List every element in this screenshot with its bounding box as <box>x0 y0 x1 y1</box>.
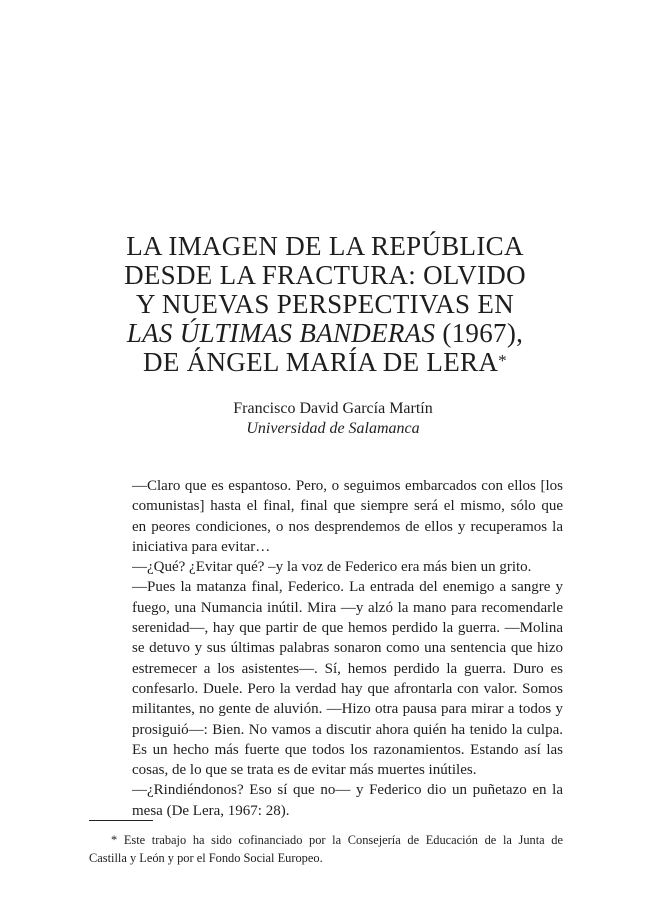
epigraph-line: —¿Qué? ¿Evitar qué? –y la voz de Federico era más bien un grito. <box>132 559 532 576</box>
title-line <box>60 348 590 377</box>
footnote-line: * Este trabajo ha sido cofinanciado por la Consejería de Educación de la Junta de <box>111 833 563 847</box>
epigraph-line: estremecer a los asistentes—. Sí, hemos perdido la guerra. Duro es <box>132 660 563 677</box>
epigraph-line: cosas, de lo que se trata es de evitar más muertes inútiles. <box>132 762 477 779</box>
epigraph-line: en peores condiciones, o nos desprendemos de ellos y recuperamos la <box>132 518 563 535</box>
author-name: Francisco David García Martín <box>233 400 433 417</box>
author-affiliation: Universidad de Salamanca <box>246 420 420 437</box>
epigraph-quote <box>132 476 563 821</box>
title-line: Y NUEVAS PERSPECTIVAS EN <box>135 289 515 319</box>
footnote-marker: * <box>498 351 507 370</box>
epigraph-line: serenidad—, hay que partir de que hemos perdido la guerra. —Molina <box>132 620 563 637</box>
epigraph-line: prosiguió—: Bien. No vamos a discutir ahora quién ha tenido la culpa. <box>132 721 563 738</box>
epigraph-line: —Claro que es espantoso. Pero, o seguimos embarcados con ellos [los <box>132 478 563 494</box>
footnote-separator <box>89 820 153 821</box>
title-line <box>60 319 590 348</box>
epigraph-line: —Pues la matanza final, Federico. La entrada del enemigo a sangre y <box>132 579 563 596</box>
epigraph-line: mesa (De Lera, 1967: 28). <box>132 802 290 819</box>
epigraph-line: militantes, no gente de aluvión. —Hizo otra pausa para mirar a todos y <box>132 701 563 718</box>
title-book-name: LAS ÚLTIMAS BANDERAS <box>126 318 436 348</box>
title-line: LA IMAGEN DE LA REPÚBLICA <box>126 231 524 261</box>
title-line: DESDE LA FRACTURA: OLVIDO <box>124 260 526 290</box>
article-title <box>60 232 590 377</box>
epigraph-line: Es un hecho más fuerte que todos los razonamientos. Estando así las <box>132 741 563 758</box>
epigraph-line: fuego, una Numancia inútil. Mira —y alzó la mano para recomendarle <box>132 599 563 616</box>
epigraph-line: iniciativa para evitar… <box>132 538 271 555</box>
epigraph-line: se detuvo y sus últimas palabras sonaron como una sentencia que hizo <box>132 640 563 657</box>
footnote-line: Castilla y León y por el Fondo Social Europeo. <box>89 851 323 865</box>
footnote <box>89 831 563 867</box>
title-year: (1967), <box>435 318 524 348</box>
epigraph-line: confesarlo. Duele. Pero la verdad hay que afrontarla con valor. Somos <box>132 680 563 697</box>
title-author-name: DE ÁNGEL MARÍA DE LERA <box>143 347 499 377</box>
epigraph-line: comunistas] hasta el final, final que siempre será el mismo, sólo que <box>132 498 563 515</box>
epigraph-line: —¿Rindiéndonos? Eso sí que no— y Federico dio un puñetazo en la <box>132 782 563 799</box>
